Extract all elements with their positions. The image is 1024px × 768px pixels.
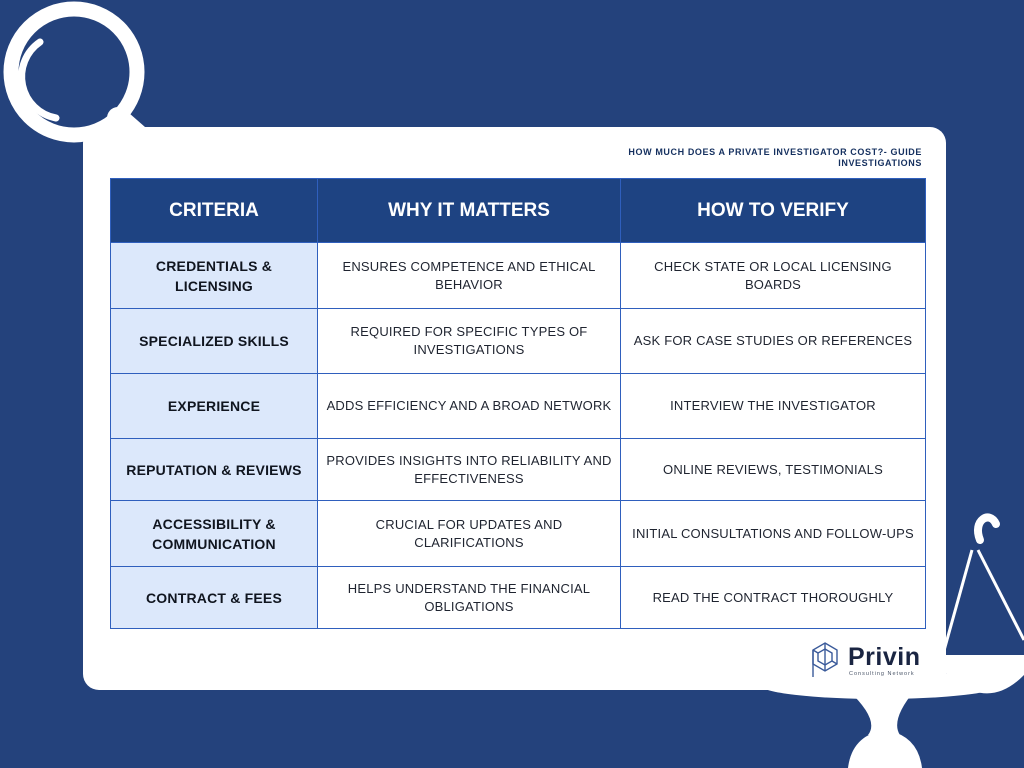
content-card (83, 127, 946, 690)
why-cell: HELPS UNDERSTAND THE FINANCIAL OBLIGATIONS (318, 567, 621, 629)
criteria-cell: CONTRACT & FEES (111, 567, 318, 629)
privin-logo-icon (809, 641, 841, 679)
logo-name: Privin (848, 643, 921, 671)
logo-tagline: Consulting Network (849, 671, 915, 677)
how-cell: INTERVIEW THE INVESTIGATOR (621, 374, 926, 439)
privin-logo (809, 641, 933, 681)
how-cell: READ THE CONTRACT THOROUGHLY (621, 567, 926, 629)
criteria-cell: SPECIALIZED SKILLS (111, 309, 318, 374)
how-cell: ONLINE REVIEWS, TESTIMONIALS (621, 439, 926, 501)
why-cell: ENSURES COMPETENCE AND ETHICAL BEHAVIOR (318, 243, 621, 309)
table-row (111, 567, 926, 629)
criteria-cell: ACCESSIBILITY & COMMUNICATION (111, 501, 318, 567)
table-row (111, 501, 926, 567)
why-cell: ADDS EFFICIENCY AND A BROAD NETWORK (318, 374, 621, 439)
how-cell: ASK FOR CASE STUDIES OR REFERENCES (621, 309, 926, 374)
why-cell: CRUCIAL FOR UPDATES AND CLARIFICATIONS (318, 501, 621, 567)
criteria-cell: CREDENTIALS & LICENSING (111, 243, 318, 309)
table-row (111, 309, 926, 374)
why-cell: PROVIDES INSIGHTS INTO RELIABILITY AND EFFECTIVENESS (318, 439, 621, 501)
table-header-row (111, 179, 926, 243)
criteria-table (110, 178, 926, 629)
table-row (111, 439, 926, 501)
table-row (111, 243, 926, 309)
header-criteria: CRITERIA (111, 179, 318, 243)
how-cell: INITIAL CONSULTATIONS AND FOLLOW-UPS (621, 501, 926, 567)
page-subtitle: HOW MUCH DOES A PRIVATE INVESTIGATOR COST?- GUIDE INVESTIGATIONS (628, 147, 922, 168)
header-why-it-matters: WHY IT MATTERS (318, 179, 621, 243)
criteria-cell: EXPERIENCE (111, 374, 318, 439)
criteria-cell: REPUTATION & REVIEWS (111, 439, 318, 501)
header-how-to-verify: HOW TO VERIFY (621, 179, 926, 243)
how-cell: CHECK STATE OR LOCAL LICENSING BOARDS (621, 243, 926, 309)
magnifying-glass-icon (11, 9, 150, 146)
table-row (111, 374, 926, 439)
why-cell: REQUIRED FOR SPECIFIC TYPES OF INVESTIGATIONS (318, 309, 621, 374)
